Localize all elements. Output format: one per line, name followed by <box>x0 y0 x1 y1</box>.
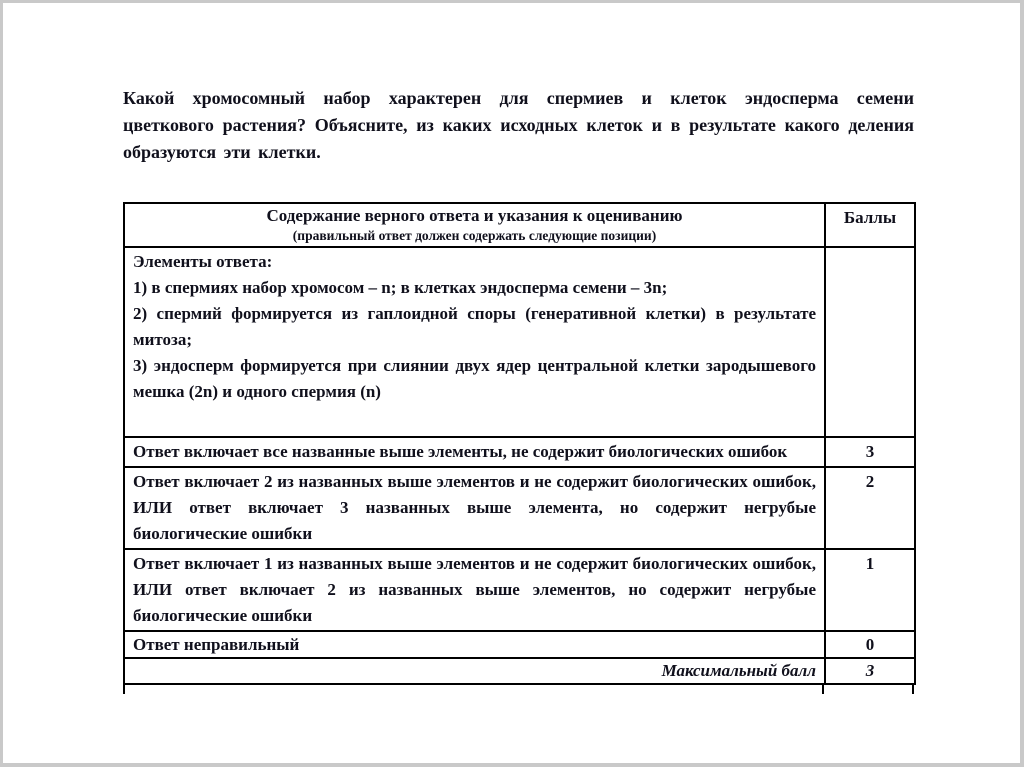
answer-elements-row <box>124 247 915 437</box>
answer-elements-line: Элементы ответа: <box>133 252 273 271</box>
table-cutoff-divider <box>125 685 824 694</box>
criteria-row <box>124 631 915 658</box>
criteria-text: Ответ включает 1 из названных выше элементов и не содержит биологических ошибок, ИЛИ ответ включает 2 из названных выше элементов, но содержит негрубые биологические ошибки <box>124 549 825 631</box>
criteria-text: Ответ включает 2 из названных выше элементов и не содержит биологических ошибок, ИЛИ ответ включает 3 названных выше элемента, но содержит негрубые биологические ошибки <box>124 467 825 549</box>
question-text: Какой хромосомный набор характерен для спермиев и клеток эндосперма семени цветкового растения? Объясните, из каких исходных клеток и в результате какого деления образуются эти клетки. <box>123 88 914 162</box>
table-cutoff-stub <box>123 685 914 694</box>
criteria-score: 0 <box>825 631 915 658</box>
header-content-cell <box>124 203 825 247</box>
max-score-row <box>124 658 915 684</box>
table-header-row <box>124 203 915 247</box>
criteria-row <box>124 467 915 549</box>
answer-elements-line: 1) в спермиях набор хромосом – n; в клетках эндосперма семени – 3n; <box>133 278 668 297</box>
answer-elements-score-cell <box>825 247 915 437</box>
criteria-score: 2 <box>825 467 915 549</box>
max-score-value: 3 <box>825 658 915 684</box>
scoring-table <box>123 202 916 685</box>
criteria-row <box>124 549 915 631</box>
criteria-text: Ответ включает все названные выше элементы, не содержит биологических ошибок <box>124 437 825 467</box>
answer-elements-line: 3) эндосперм формируется при слиянии двух ядер центральной клетки зародышевого мешка (2n) и одного спермия (n) <box>133 356 816 401</box>
criteria-text: Ответ неправильный <box>124 631 825 658</box>
criteria-score: 3 <box>825 437 915 467</box>
criteria-score: 1 <box>825 549 915 631</box>
criteria-row <box>124 437 915 467</box>
max-score-label: Максимальный балл <box>124 658 825 684</box>
page-content <box>123 85 914 694</box>
answer-elements-line: 2) спермий формируется из гаплоидной споры (генеративной клетки) в результате митоза; <box>133 304 816 349</box>
header-title: Содержание верного ответа и указания к оцениванию <box>266 206 683 225</box>
header-score-cell: Баллы <box>825 203 915 247</box>
answer-elements-cell <box>124 247 825 437</box>
header-subtitle: (правильный ответ должен содержать следующие позиции) <box>292 228 657 243</box>
